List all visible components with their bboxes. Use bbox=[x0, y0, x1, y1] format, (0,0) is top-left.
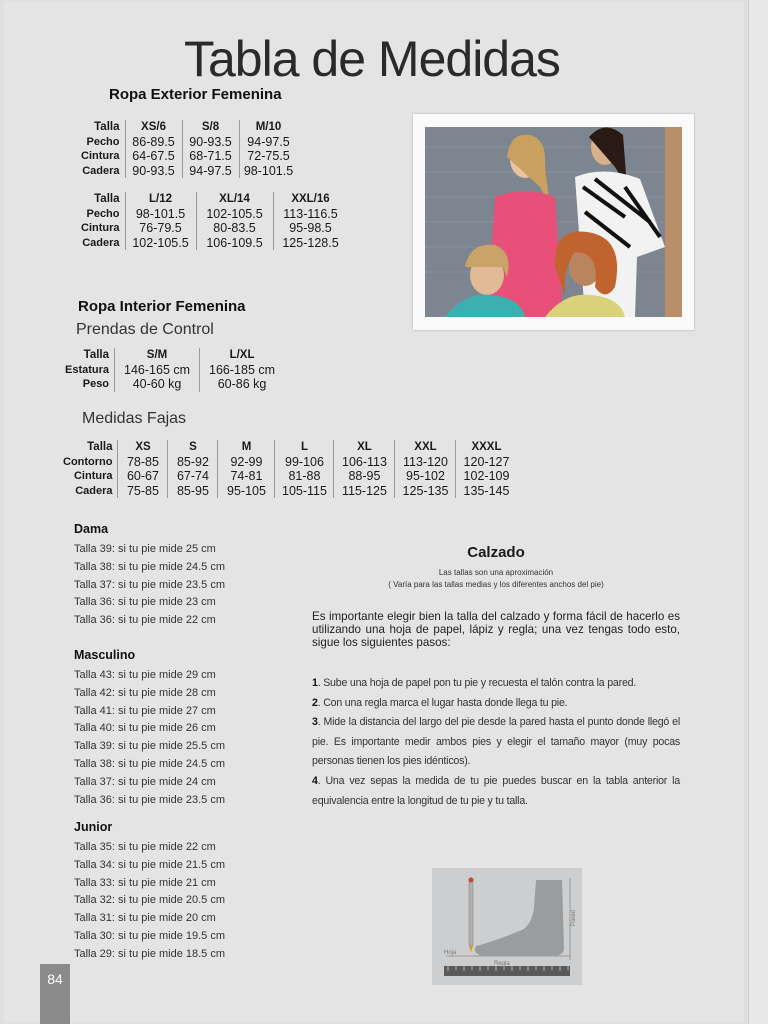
list-item: Talla 39: si tu pie mide 25 cm bbox=[74, 543, 216, 555]
interior-heading: Ropa Interior Femenina bbox=[78, 298, 246, 315]
list-item: Talla 34: si tu pie mide 21.5 cm bbox=[74, 858, 226, 871]
diagram-label-pared: Pared bbox=[571, 909, 577, 926]
page-title: Tabla de Medidas bbox=[184, 31, 560, 87]
step-2: 2. Con una regla marca el lugar hasta donde llega tu pie. bbox=[312, 696, 568, 709]
fajas-table: Talla XS S M L XL XXL XXXL Contorno 78-85 85-92 92-99 99-106 106-113 113-120 120-127 Cintura 60-67 67-74 74-81 81-88 88-95 95-102 102-109 Cadera 75-85 85-95 95-105 105-115 115-125 125-135 135-145 bbox=[60, 440, 516, 498]
list-item: Talla 42: si tu pie mide 28 cm bbox=[74, 686, 216, 699]
list-item: Talla 37: si tu pie mide 23.5 cm bbox=[74, 578, 226, 591]
calzado-intro: Es importante elegir bien la talla del calzado y forma fácil de hacerlo es utilizando una hoja de papel, lápiz y regla; una vez tengas todo esto, sigue los siguientes pasos: bbox=[312, 610, 680, 649]
diagram-label-regla: Regla bbox=[494, 961, 510, 967]
list-item: Talla 41: si tu pie mide 27 cm bbox=[74, 704, 216, 717]
list-item: Talla 35: si tu pie mide 22 cm bbox=[74, 841, 216, 853]
shoe-list-masculino bbox=[74, 648, 225, 809]
photo-frame bbox=[413, 114, 694, 330]
junior-heading: Junior bbox=[74, 820, 113, 834]
diagram-label-hoja: Hoja bbox=[444, 950, 457, 956]
list-item: Talla 36: si tu pie mide 22 cm bbox=[74, 614, 216, 627]
list-item: Talla 29: si tu pie mide 18.5 cm bbox=[74, 947, 226, 960]
list-item: Talla 43: si tu pie mide 29 cm bbox=[74, 669, 216, 681]
calzado-heading: Calzado bbox=[467, 544, 525, 561]
list-item: Talla 36: si tu pie mide 23 cm bbox=[74, 596, 216, 609]
dama-heading: Dama bbox=[74, 522, 109, 536]
calzado-steps bbox=[312, 674, 680, 811]
shoe-list-dama bbox=[74, 522, 225, 630]
page-edge bbox=[748, 0, 768, 1024]
models-photo bbox=[425, 127, 682, 317]
exterior-heading: Ropa Exterior Femenina bbox=[109, 86, 282, 103]
list-item: Talla 40: si tu pie mide 26 cm bbox=[74, 722, 216, 735]
shoe-list-junior bbox=[74, 820, 225, 964]
control-subheading: Prendas de Control bbox=[76, 321, 214, 338]
list-item: Talla 37: si tu pie mide 24 cm bbox=[74, 775, 216, 788]
step-3: 3. Mide la distancia del largo del pie desde la pared hasta el punto donde llegó el pie. Es importante medir ambos pies y elegir el tamaño mayor (muy pocas personas tienen los pies idénticos). bbox=[312, 716, 680, 768]
list-item: Talla 32: si tu pie mide 20.5 cm bbox=[74, 894, 226, 907]
list-item: Talla 39: si tu pie mide 25.5 cm bbox=[74, 740, 226, 753]
list-item: Talla 38: si tu pie mide 24.5 cm bbox=[74, 757, 226, 770]
masculino-heading: Masculino bbox=[74, 648, 136, 662]
step-1: 1. Sube una hoja de papel pon tu pie y recuesta el talón contra la pared. bbox=[312, 677, 637, 689]
models-photo-illustration bbox=[425, 127, 682, 317]
exterior-table-2: Talla L/12 XL/14 XXL/16 Pecho 98-101.5 102-105.5 113-116.5 Cintura 76-79.5 80-83.5 95-98.5 Cadera 102-105.5 106-109.5 125-128.5 bbox=[78, 192, 348, 250]
exterior-table-1: Talla XS/6 S/8 M/10 Pecho 86-89.5 90-93.5 94-97.5 Cintura 64-67.5 68-71.5 72-75.5 Cadera 90-93.5 94-97.5 98-101.5 bbox=[78, 120, 298, 178]
step-4: 4. Una vez sepas la medida de tu pie puedes buscar en la tabla anterior la equivalencia entre la longitud de tu pie y tu talla. bbox=[312, 774, 680, 807]
list-item: Talla 30: si tu pie mide 19.5 cm bbox=[74, 929, 226, 942]
foot-ruler-icon bbox=[432, 868, 582, 985]
calzado-note-1: Las tallas son una aproximación bbox=[438, 568, 554, 577]
list-item: Talla 33: si tu pie mide 21 cm bbox=[74, 876, 216, 889]
fajas-subheading: Medidas Fajas bbox=[82, 410, 187, 427]
list-item: Talla 36: si tu pie mide 23.5 cm bbox=[74, 793, 226, 806]
list-item: Talla 31: si tu pie mide 20 cm bbox=[74, 912, 216, 925]
list-item: Talla 38: si tu pie mide 24.5 cm bbox=[74, 560, 226, 573]
foot-measure-diagram bbox=[432, 868, 582, 985]
control-table: Talla S/M L/XL Estatura 146-165 cm 166-185 cm Peso 40-60 kg 60-86 kg bbox=[62, 348, 284, 392]
page-number: 84 bbox=[40, 964, 70, 1024]
calzado-note-2: ( Varía para las tallas medias y los diferentes anchos del pie) bbox=[388, 580, 604, 589]
